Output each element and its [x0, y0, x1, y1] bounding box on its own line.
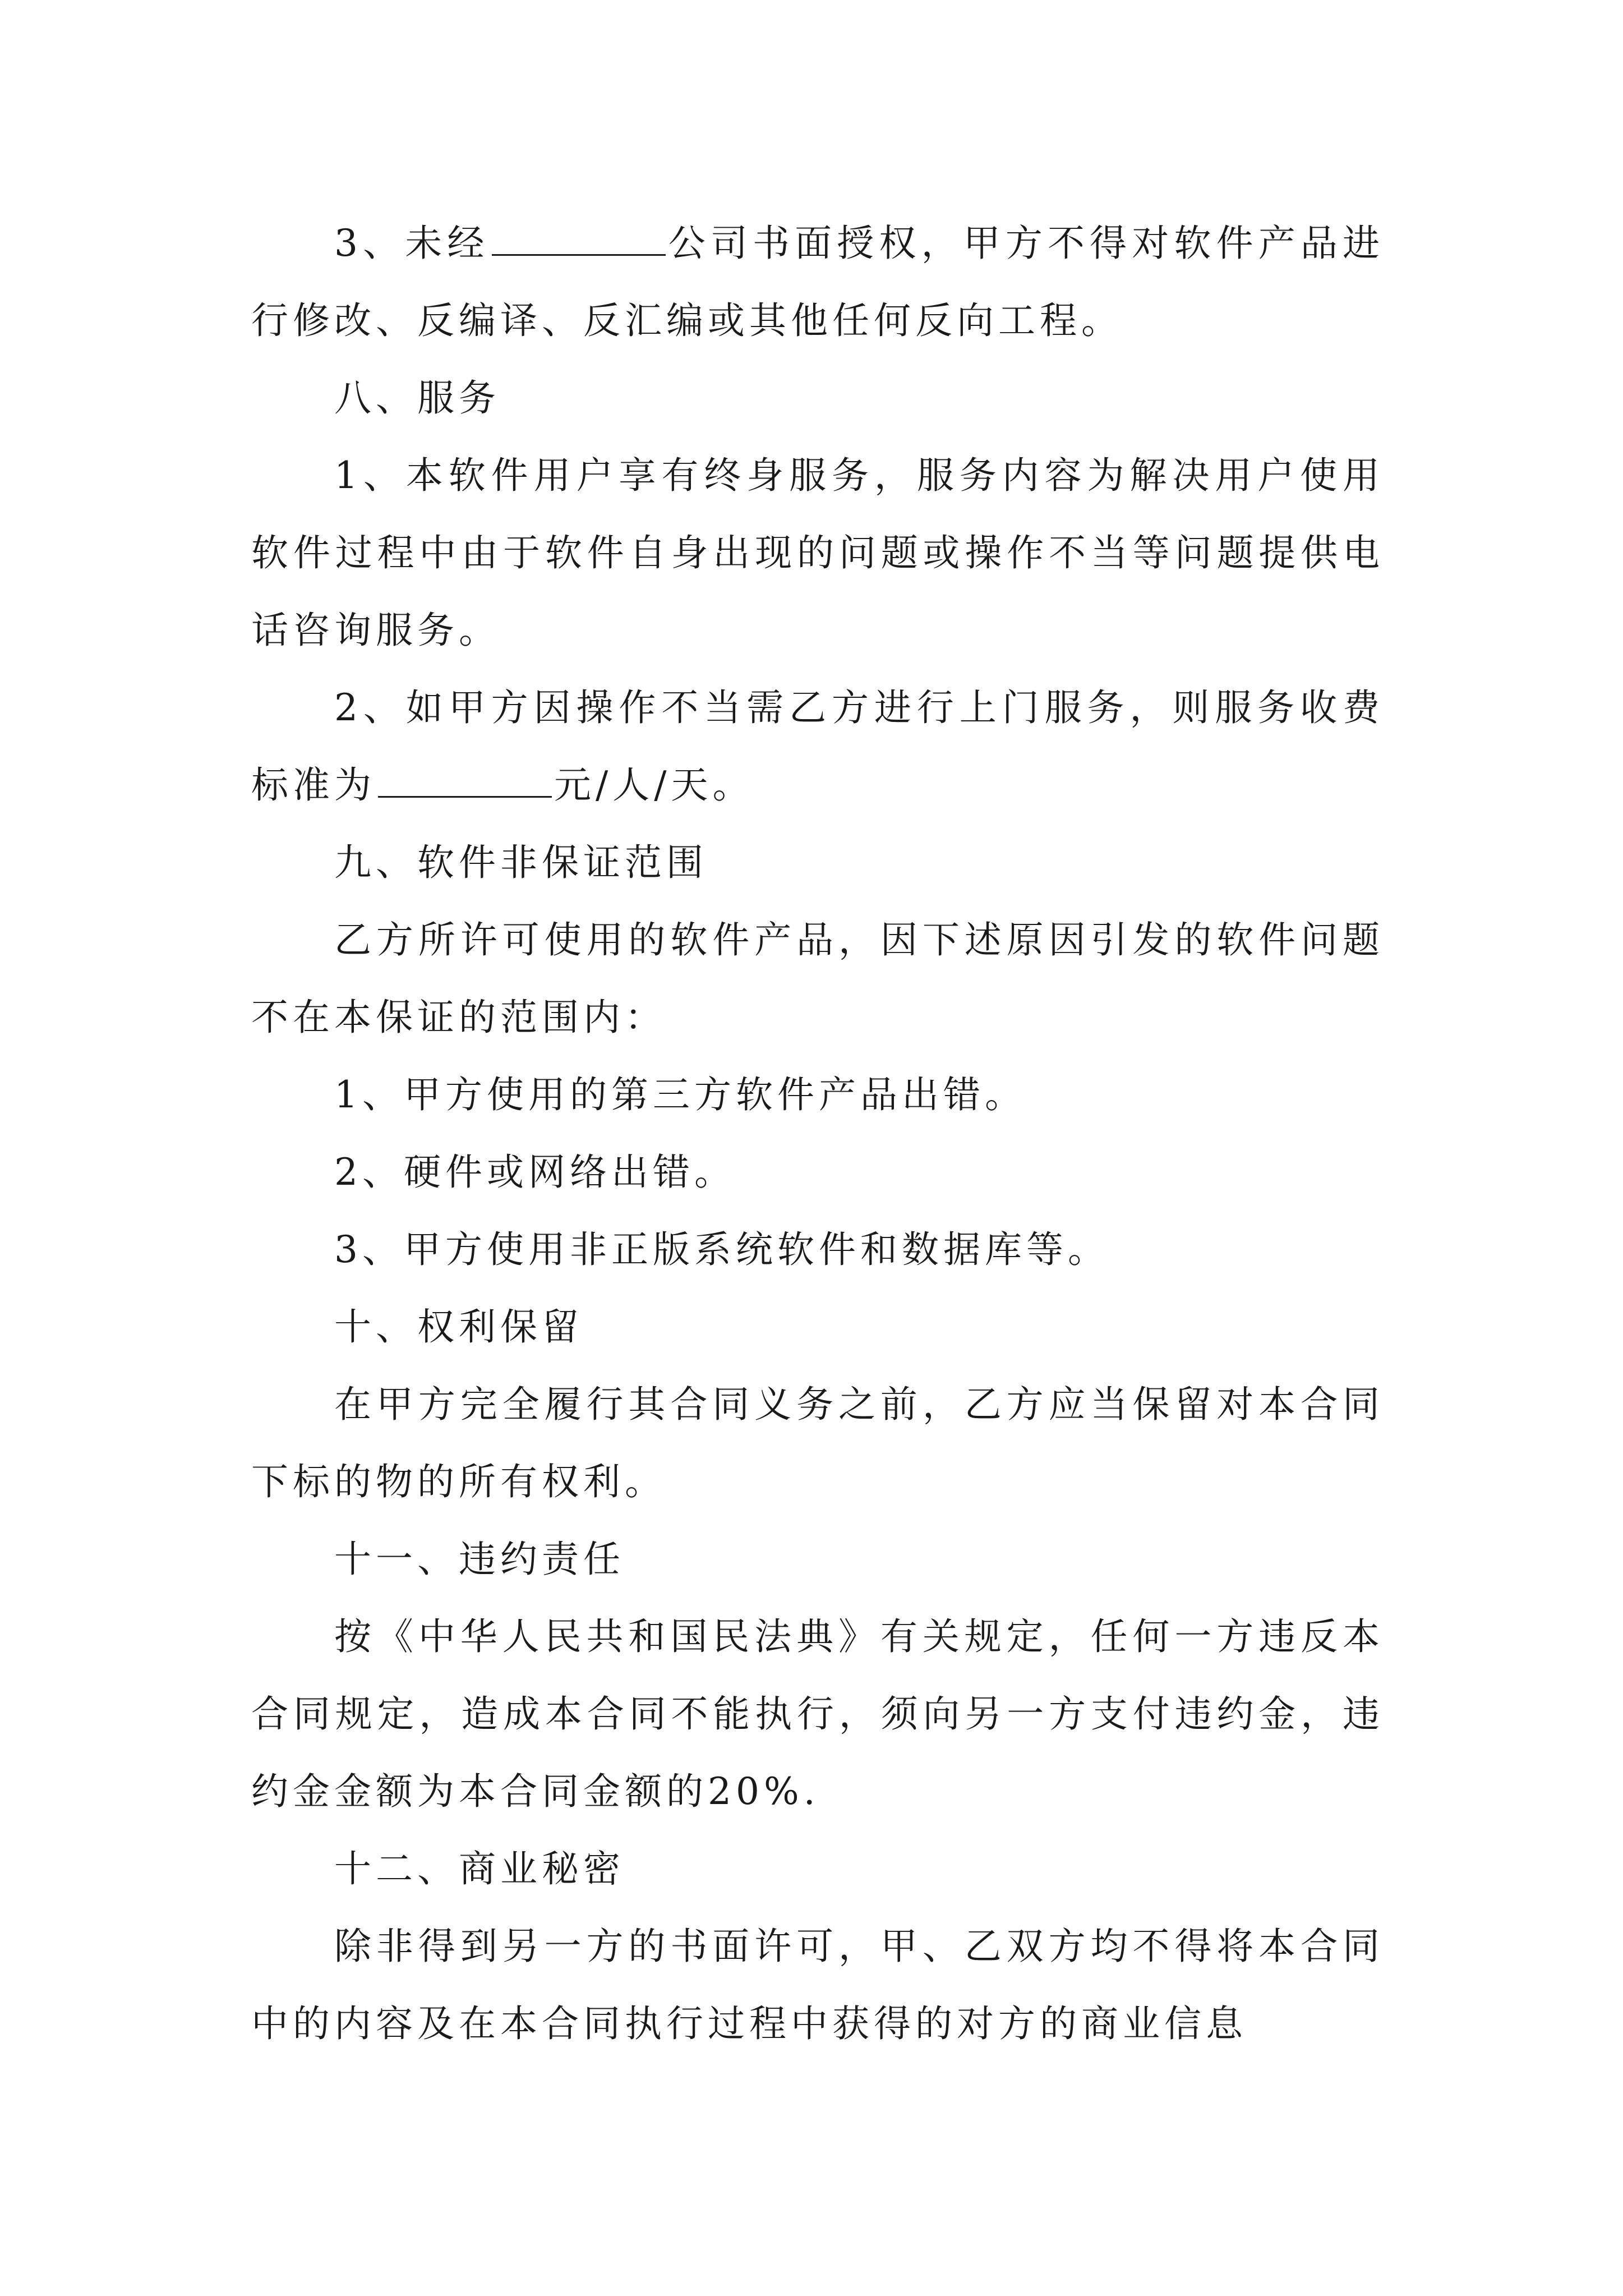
section-heading-trade-secrets	[251, 1830, 1384, 1908]
clause-text: 1、本软件用户享有终身服务，服务内容为解决用户使用软件过程中由于软件自身出现的问题或操作不当等问题提供电话咨询服务。	[251, 454, 1384, 652]
section-heading-rights-reserved	[251, 1289, 1384, 1366]
section-heading-text: 十一、违约责任	[334, 1538, 625, 1581]
clause-text: 乙方所许可使用的软件产品，因下述原因引发的软件问题不在本保证的范围内：	[251, 918, 1384, 1039]
clause-text: 1、甲方使用的第三方软件产品出错。	[334, 1073, 1026, 1116]
clause-service-2	[251, 669, 1384, 824]
section-heading-text: 十、权利保留	[334, 1305, 583, 1349]
clause-service-1	[251, 437, 1384, 669]
clause-3-no-reverse-engineering	[251, 205, 1384, 360]
clause-text: 2、硬件或网络出错。	[334, 1151, 736, 1194]
fee-amount-blank	[378, 762, 552, 798]
clause-text: 在甲方完全履行其合同义务之前，乙方应当保留对本合同下标的物的所有权利。	[251, 1383, 1384, 1503]
clause-non-warranty-intro	[251, 901, 1384, 1056]
clause-rights-reserved	[251, 1366, 1384, 1521]
section-heading-text: 九、软件非保证范围	[334, 841, 708, 884]
contract-body	[251, 205, 1384, 2063]
section-heading-non-warranty	[251, 824, 1384, 901]
clause-liability	[251, 1598, 1384, 1830]
clause-text: 按《中华人民共和国民法典》有关规定，任何一方违反本合同规定，造成本合同不能执行，须向另一方支付违约金，违约金金额为本合同金额的20%.	[251, 1615, 1384, 1813]
clause-text: 3、未经	[334, 222, 490, 265]
clause-text: 3、甲方使用非正版系统软件和数据库等。	[334, 1228, 1109, 1271]
section-heading-text: 八、服务	[334, 376, 500, 420]
clause-non-warranty-1	[251, 1056, 1384, 1134]
clause-text: 除非得到另一方的书面许可，甲、乙双方均不得将本合同中的内容及在本合同执行过程中获得的对方的商业信息	[251, 1925, 1384, 2045]
clause-non-warranty-2	[251, 1134, 1384, 1211]
clause-trade-secrets	[251, 1908, 1384, 2063]
clause-non-warranty-3	[251, 1211, 1384, 1289]
section-heading-text: 十二、商业秘密	[334, 1847, 625, 1890]
clause-text: 2、如甲方因操作不当需乙方进行上门服务，则服务收费标准为	[251, 686, 1384, 807]
clause-text: 元/人/天。	[554, 763, 754, 807]
clause-text: 公司书面授权，甲方不得对软件产品进行修改、反编译、反汇编或其他任何反向工程。	[251, 222, 1385, 342]
section-heading-liability	[251, 1521, 1384, 1598]
section-heading-service	[251, 360, 1384, 437]
company-name-blank	[492, 220, 666, 256]
